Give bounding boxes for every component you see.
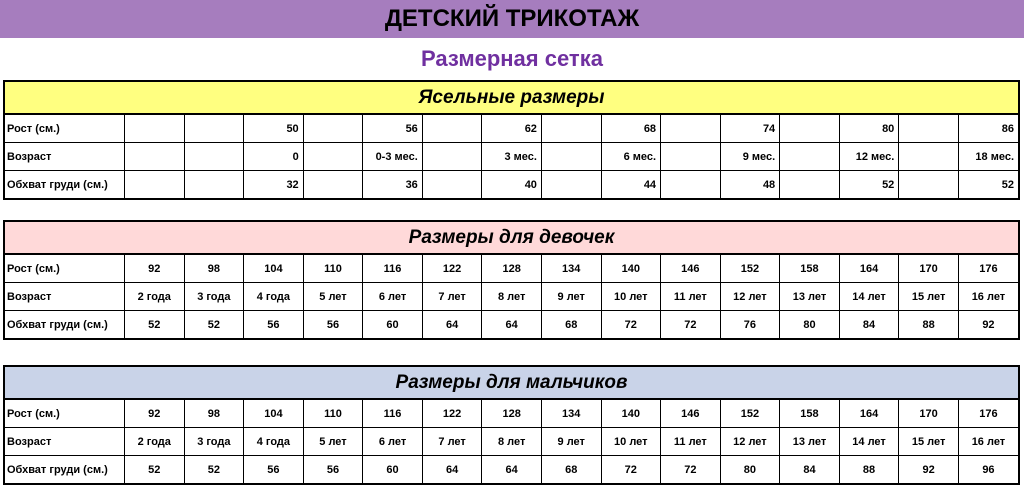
table-cell: 14 лет [839, 428, 899, 456]
table-cell: 98 [184, 400, 244, 428]
table-cell: 52 [125, 311, 185, 339]
table-cell: 134 [541, 255, 601, 283]
table-cell: 4 года [244, 428, 304, 456]
table-cell: 15 лет [899, 428, 959, 456]
row-label: Обхват груди (см.) [5, 456, 125, 484]
table-cell: 56 [244, 311, 304, 339]
table-cell [661, 171, 721, 199]
table-cell: 56 [244, 456, 304, 484]
table-cell: 88 [839, 456, 899, 484]
table-cell: 50 [244, 115, 304, 143]
girls-sizes-header: Размеры для девочек [5, 222, 1018, 255]
table-cell [303, 115, 363, 143]
table-cell: 92 [899, 456, 959, 484]
table-cell: 122 [422, 400, 482, 428]
table-cell: 14 лет [839, 283, 899, 311]
table-cell: 13 лет [780, 428, 840, 456]
table-cell [899, 143, 959, 171]
title-banner [0, 0, 1024, 38]
table-row [5, 115, 1018, 143]
row-label: Возраст [5, 283, 125, 311]
table-cell [125, 171, 185, 199]
table-cell: 60 [363, 311, 423, 339]
table-row [5, 143, 1018, 171]
table-cell [780, 143, 840, 171]
table-cell: 52 [184, 311, 244, 339]
table-cell: 128 [482, 255, 542, 283]
table-cell [125, 115, 185, 143]
table-cell: 134 [541, 400, 601, 428]
page-subtitle: Размерная сетка [421, 46, 603, 71]
table-cell: 44 [601, 171, 661, 199]
row-label: Рост (см.) [5, 255, 125, 283]
table-cell: 10 лет [601, 283, 661, 311]
table-cell [125, 143, 185, 171]
table-cell: 88 [899, 311, 959, 339]
table-cell: 4 года [244, 283, 304, 311]
table-cell [899, 171, 959, 199]
table-cell: 9 лет [541, 283, 601, 311]
table-cell: 11 лет [661, 428, 721, 456]
table-cell: 52 [125, 456, 185, 484]
table-cell: 92 [958, 311, 1018, 339]
table-cell: 3 года [184, 428, 244, 456]
table-cell: 64 [422, 311, 482, 339]
table-cell: 62 [482, 115, 542, 143]
table-cell: 10 лет [601, 428, 661, 456]
row-label: Рост (см.) [5, 400, 125, 428]
table-cell [780, 115, 840, 143]
table-cell: 128 [482, 400, 542, 428]
table-cell: 96 [958, 456, 1018, 484]
table-cell: 48 [720, 171, 780, 199]
table-cell: 3 года [184, 283, 244, 311]
table-cell: 16 лет [958, 283, 1018, 311]
table-cell: 74 [720, 115, 780, 143]
table-cell: 56 [303, 456, 363, 484]
table-cell: 176 [958, 400, 1018, 428]
table-cell: 64 [482, 456, 542, 484]
table-cell [422, 143, 482, 171]
row-label: Возраст [5, 143, 125, 171]
infant-sizes-header: Ясельные размеры [5, 82, 1018, 115]
table-cell: 56 [363, 115, 423, 143]
table-cell: 170 [899, 400, 959, 428]
table-cell [303, 143, 363, 171]
table-cell: 72 [661, 311, 721, 339]
table-cell [541, 115, 601, 143]
table-row [5, 255, 1018, 283]
table-cell: 5 лет [303, 283, 363, 311]
table-cell: 110 [303, 400, 363, 428]
table-row [5, 456, 1018, 484]
table-row [5, 311, 1018, 339]
table-cell: 52 [184, 456, 244, 484]
table-cell [541, 143, 601, 171]
table-cell: 158 [780, 255, 840, 283]
table-cell: 5 лет [303, 428, 363, 456]
table-cell: 80 [720, 456, 780, 484]
table-cell: 86 [958, 115, 1018, 143]
table-cell: 0 [244, 143, 304, 171]
table-cell [899, 115, 959, 143]
table-cell: 13 лет [780, 283, 840, 311]
row-label: Обхват груди (см.) [5, 171, 125, 199]
boys-sizes-table [5, 400, 1018, 483]
table-cell: 98 [184, 255, 244, 283]
table-cell: 158 [780, 400, 840, 428]
table-cell: 76 [720, 311, 780, 339]
table-cell: 8 лет [482, 283, 542, 311]
boys-sizes-section [3, 365, 1020, 485]
table-cell: 140 [601, 255, 661, 283]
table-cell: 68 [541, 456, 601, 484]
table-cell: 170 [899, 255, 959, 283]
table-cell: 152 [720, 255, 780, 283]
table-cell: 12 лет [720, 428, 780, 456]
table-cell: 92 [125, 400, 185, 428]
table-cell: 9 лет [541, 428, 601, 456]
table-cell: 116 [363, 255, 423, 283]
table-cell: 80 [780, 311, 840, 339]
table-cell: 72 [601, 456, 661, 484]
table-cell: 110 [303, 255, 363, 283]
table-cell: 146 [661, 400, 721, 428]
table-cell: 2 года [125, 428, 185, 456]
table-cell: 6 мес. [601, 143, 661, 171]
table-cell: 2 года [125, 283, 185, 311]
table-cell: 164 [839, 255, 899, 283]
table-cell: 140 [601, 400, 661, 428]
table-row [5, 428, 1018, 456]
table-cell: 60 [363, 456, 423, 484]
table-cell [422, 115, 482, 143]
table-cell [184, 143, 244, 171]
table-cell: 164 [839, 400, 899, 428]
boys-sizes-header: Размеры для мальчиков [5, 367, 1018, 400]
table-cell: 152 [720, 400, 780, 428]
table-cell: 104 [244, 255, 304, 283]
table-cell: 36 [363, 171, 423, 199]
table-row [5, 400, 1018, 428]
table-cell [184, 171, 244, 199]
table-cell [184, 115, 244, 143]
table-cell: 80 [839, 115, 899, 143]
table-cell: 52 [958, 171, 1018, 199]
table-cell: 84 [839, 311, 899, 339]
table-cell: 15 лет [899, 283, 959, 311]
table-cell: 0-3 мес. [363, 143, 423, 171]
girls-sizes-section [3, 220, 1020, 340]
table-cell: 40 [482, 171, 542, 199]
table-cell [541, 171, 601, 199]
table-cell: 32 [244, 171, 304, 199]
table-cell: 72 [601, 311, 661, 339]
table-cell [780, 171, 840, 199]
girls-sizes-table [5, 255, 1018, 338]
table-cell: 11 лет [661, 283, 721, 311]
infant-sizes-section [3, 80, 1020, 200]
table-cell: 116 [363, 400, 423, 428]
infant-sizes-table [5, 115, 1018, 198]
table-cell: 68 [541, 311, 601, 339]
table-cell: 12 лет [720, 283, 780, 311]
table-cell: 6 лет [363, 283, 423, 311]
table-cell: 64 [482, 311, 542, 339]
table-cell: 84 [780, 456, 840, 484]
table-cell: 72 [661, 456, 721, 484]
row-label: Рост (см.) [5, 115, 125, 143]
row-label: Обхват груди (см.) [5, 311, 125, 339]
table-cell [303, 171, 363, 199]
table-cell: 6 лет [363, 428, 423, 456]
table-cell: 146 [661, 255, 721, 283]
table-cell: 8 лет [482, 428, 542, 456]
table-cell: 92 [125, 255, 185, 283]
table-cell: 52 [839, 171, 899, 199]
table-cell: 7 лет [422, 283, 482, 311]
table-cell: 9 мес. [720, 143, 780, 171]
table-cell: 18 мес. [958, 143, 1018, 171]
table-cell [422, 171, 482, 199]
page-title: ДЕТСКИЙ ТРИКОТАЖ [384, 5, 640, 32]
table-cell: 68 [601, 115, 661, 143]
row-label: Возраст [5, 428, 125, 456]
table-cell [661, 143, 721, 171]
table-cell [661, 115, 721, 143]
table-cell: 7 лет [422, 428, 482, 456]
table-cell: 176 [958, 255, 1018, 283]
table-cell: 104 [244, 400, 304, 428]
table-cell: 3 мес. [482, 143, 542, 171]
table-cell: 122 [422, 255, 482, 283]
table-cell: 12 мес. [839, 143, 899, 171]
table-cell: 16 лет [958, 428, 1018, 456]
table-cell: 64 [422, 456, 482, 484]
table-row [5, 283, 1018, 311]
table-cell: 56 [303, 311, 363, 339]
table-row [5, 171, 1018, 199]
